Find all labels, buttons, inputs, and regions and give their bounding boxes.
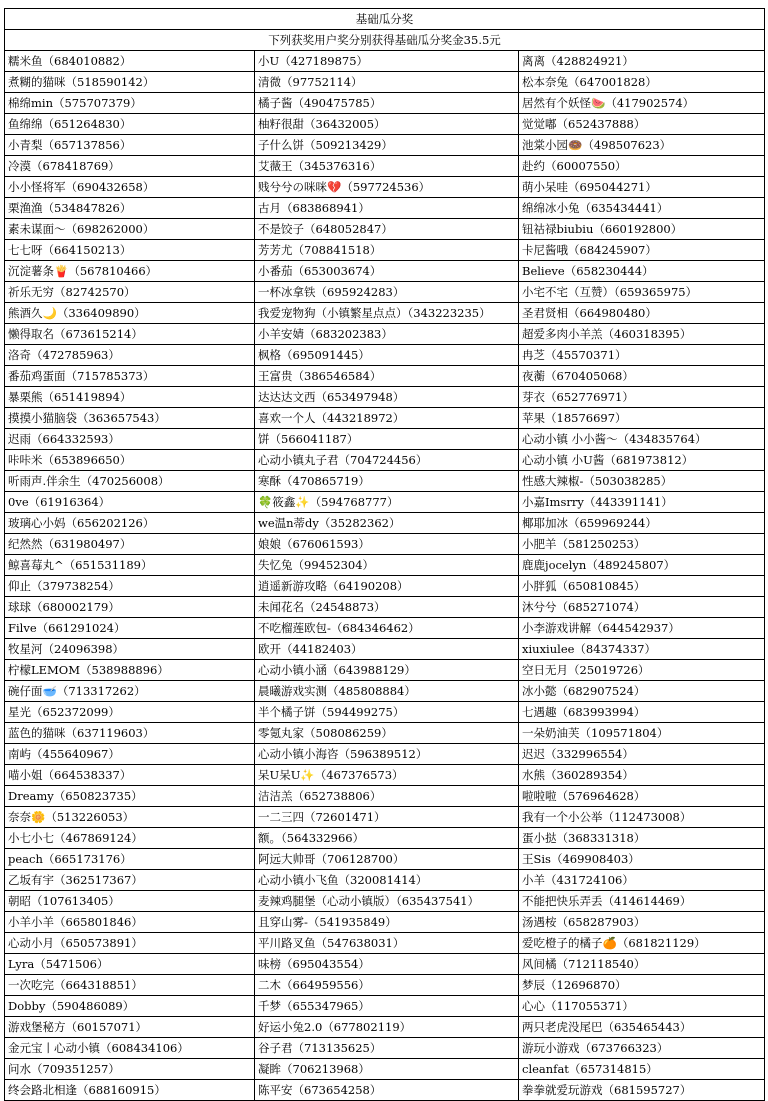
winner-cell: 小胖狐（650810845） [519, 576, 765, 597]
winner-cell: 小小怪将军（690432658） [5, 177, 255, 198]
winner-cell: 🍀筱鑫✨（594768777） [255, 492, 519, 513]
table-row [5, 954, 765, 975]
winner-cell: 芳芳尤（708841518） [255, 240, 519, 261]
winners-table-body [5, 9, 765, 1101]
winner-cell: 小羊安婧（683202383） [255, 324, 519, 345]
table-row [5, 93, 765, 114]
winner-cell: 我爱宠物狗（小镇繁星点点）（343223235） [255, 303, 519, 324]
table-row [5, 324, 765, 345]
winner-cell: 不吃榴莲欧包-（684346462） [255, 618, 519, 639]
winner-cell: 圣君贤相（664980480） [519, 303, 765, 324]
winner-cell: 拳拳就爱玩游戏（681595727） [519, 1080, 765, 1101]
table-row [5, 345, 765, 366]
table-row [5, 513, 765, 534]
winner-cell: 乙坂有宇（362517367） [5, 870, 255, 891]
winner-cell: 喜欢一个人（443218972） [255, 408, 519, 429]
winner-cell: 凝眸（706213968） [255, 1059, 519, 1080]
winner-cell: 终会路北相逢（688160915） [5, 1080, 255, 1101]
winner-cell: 小嘉Imsrry（443391141） [519, 492, 765, 513]
winner-cell: 池棠小园🍩（498507623） [519, 135, 765, 156]
winner-cell: 洛奇（472785963） [5, 345, 255, 366]
winner-cell: 达达达文西（653497948） [255, 387, 519, 408]
winner-cell: 枫格（695091445） [255, 345, 519, 366]
winner-cell: 心动小镇小飞鱼（320081414） [255, 870, 519, 891]
winner-cell: 觉觉嘟（652437888） [519, 114, 765, 135]
winner-cell: 心动小镇丸子君（704724456） [255, 450, 519, 471]
winner-cell: 未闻花名（24548873） [255, 597, 519, 618]
table-row [5, 429, 765, 450]
table-row [5, 219, 765, 240]
table-subtitle: 下列获奖用户奖分别获得基础瓜分奖金35.5元 [5, 30, 765, 51]
winner-cell: 碗仔面🥣（713317262） [5, 681, 255, 702]
winner-cell: 钮祜禄biubiu（660192800） [519, 219, 765, 240]
winner-cell: 平川路叉鱼（547638031） [255, 933, 519, 954]
table-row [5, 597, 765, 618]
winner-cell: 欧开（44182403） [255, 639, 519, 660]
winner-cell: 居然有个妖怪🍉（417902574） [519, 93, 765, 114]
winner-cell: 咔咔米（653896650） [5, 450, 255, 471]
winner-cell: 贱兮兮の咪咪💔（597724536） [255, 177, 519, 198]
winner-cell: 夜蘅（670405068） [519, 366, 765, 387]
winner-cell: 懒得取名（673615214） [5, 324, 255, 345]
winner-cell: 煮糊的猫咪（518590142） [5, 72, 255, 93]
winner-cell: 谷子君（713135625） [255, 1038, 519, 1059]
winner-cell: 性感大辣椒-（503038285） [519, 471, 765, 492]
winner-cell: 鹿鹿jocelyn（489245807） [519, 555, 765, 576]
winner-cell: 心动小镇 小U酱（681973812） [519, 450, 765, 471]
winner-cell: 阿远大帅哥（706128700） [255, 849, 519, 870]
winner-cell: 空日无月（25019726） [519, 660, 765, 681]
table-row [5, 849, 765, 870]
winner-cell: 熊酒久🌙（336409890） [5, 303, 255, 324]
winner-cell: 仰止（379738254） [5, 576, 255, 597]
winner-cell: 芽衣（652776971） [519, 387, 765, 408]
winner-cell: 柠檬LEMOM（538988896） [5, 660, 255, 681]
table-row [5, 492, 765, 513]
table-row [5, 303, 765, 324]
table-row [5, 660, 765, 681]
table-row [5, 891, 765, 912]
winner-cell: 零氪丸家（508086259） [255, 723, 519, 744]
winner-cell: 迟雨（664332593） [5, 429, 255, 450]
winner-cell: 洁洁羔（652738806） [255, 786, 519, 807]
winner-cell: 冉芝（45570371） [519, 345, 765, 366]
table-row [5, 828, 765, 849]
winner-cell: 梦辰（12696870） [519, 975, 765, 996]
table-row [5, 765, 765, 786]
winner-cell: we温n蒂dy（35282362） [255, 513, 519, 534]
winner-cell: 额。（564332966） [255, 828, 519, 849]
winner-cell: Believe（658230444） [519, 261, 765, 282]
winner-cell: 萌小呆哇（695044271） [519, 177, 765, 198]
winner-cell: 心动小月（650573891） [5, 933, 255, 954]
winner-cell: 松本奈兔（647001828） [519, 72, 765, 93]
table-row [5, 114, 765, 135]
table-row [5, 1059, 765, 1080]
winner-cell: 糯米鱼（684010882） [5, 51, 255, 72]
winner-cell: 小七小七（467869124） [5, 828, 255, 849]
table-row [5, 261, 765, 282]
table-row [5, 702, 765, 723]
winner-cell: 一杯冰拿铁（695924283） [255, 282, 519, 303]
table-row [5, 639, 765, 660]
winner-cell: 爱吃橙子的橘子🍊（681821129） [519, 933, 765, 954]
title-row [5, 9, 765, 30]
winner-cell: 心动小镇 小小酱～（434835764） [519, 429, 765, 450]
winner-cell: 小羊（431724106） [519, 870, 765, 891]
table-row [5, 177, 765, 198]
winner-cell: 小番茄（653003674） [255, 261, 519, 282]
table-row [5, 135, 765, 156]
winner-cell: 牧星河（24096398） [5, 639, 255, 660]
winner-cell: 七遇趣（683993994） [519, 702, 765, 723]
winner-cell: 古月（683868941） [255, 198, 519, 219]
winner-cell: 失忆兔（99452304） [255, 555, 519, 576]
winner-cell: 小羊小羊（665801846） [5, 912, 255, 933]
table-row [5, 408, 765, 429]
winner-cell: 朝昭（107613405） [5, 891, 255, 912]
winner-cell: 冷漠（678418769） [5, 156, 255, 177]
winner-cell: 玻璃心小妈（656202126） [5, 513, 255, 534]
table-title: 基础瓜分奖 [5, 9, 765, 30]
table-row [5, 744, 765, 765]
winner-cell: 清微（97752114） [255, 72, 519, 93]
table-row [5, 933, 765, 954]
winner-cell: 啦啦啦（576964628） [519, 786, 765, 807]
table-row [5, 1080, 765, 1101]
winner-cell: 喵小姐（664538337） [5, 765, 255, 786]
winner-cell: 暴栗熊（651419894） [5, 387, 255, 408]
table-row [5, 618, 765, 639]
table-row [5, 72, 765, 93]
winner-cell: 沐兮兮（685271074） [519, 597, 765, 618]
winner-cell: Dreamy（650823735） [5, 786, 255, 807]
winner-cell: 好运小兔2.0（677802119） [255, 1017, 519, 1038]
winner-cell: 且穿山雾-（541935849） [255, 912, 519, 933]
winner-cell: 椰耶加冰（659969244） [519, 513, 765, 534]
table-row [5, 555, 765, 576]
winner-cell: 赴约（60007550） [519, 156, 765, 177]
winner-cell: cleanfat（657314815） [519, 1059, 765, 1080]
winner-cell: 冰小懿（682907524） [519, 681, 765, 702]
winner-cell: 游玩小游戏（673766323） [519, 1038, 765, 1059]
table-row [5, 534, 765, 555]
winner-cell: 0ve（61916364） [5, 492, 255, 513]
winner-cell: 鱼绵绵（651264830） [5, 114, 255, 135]
winner-cell: 半个橘子饼（594499275） [255, 702, 519, 723]
winner-cell: 听雨声.伴余生（470256008） [5, 471, 255, 492]
table-row [5, 912, 765, 933]
winner-cell: xiuxiulee（84374337） [519, 639, 765, 660]
winner-cell: 一二三四（72601471） [255, 807, 519, 828]
subtitle-row [5, 30, 765, 51]
winner-cell: 心动小镇小海咨（596389512） [255, 744, 519, 765]
winner-cell: Dobby（590486089） [5, 996, 255, 1017]
winner-cell: 小李游戏讲解（644542937） [519, 618, 765, 639]
winner-cell: 小青梨（657137856） [5, 135, 255, 156]
winner-cell: 我有一个小公举（112473008） [519, 807, 765, 828]
winner-cell: 离离（428824921） [519, 51, 765, 72]
winner-cell: 娘娘（676061593） [255, 534, 519, 555]
table-row [5, 156, 765, 177]
winner-cell: 二木（664959556） [255, 975, 519, 996]
table-row [5, 450, 765, 471]
winner-cell: 问水（709351257） [5, 1059, 255, 1080]
winner-cell: 王富贵（386546584） [255, 366, 519, 387]
winner-cell: 栗渔渔（534847826） [5, 198, 255, 219]
table-row [5, 198, 765, 219]
table-row [5, 1038, 765, 1059]
winner-cell: 陈平安（673654258） [255, 1080, 519, 1101]
table-row [5, 996, 765, 1017]
winner-cell: 素未谋面～（698262000） [5, 219, 255, 240]
winners-table [4, 8, 765, 1101]
winner-cell: 小肥羊（581250253） [519, 534, 765, 555]
winner-cell: 奈奈🌼（513226053） [5, 807, 255, 828]
winner-cell: 水熊（360289354） [519, 765, 765, 786]
winner-cell: 祈乐无穷（82742570） [5, 282, 255, 303]
winner-cell: 游戏堡秘方（60157071） [5, 1017, 255, 1038]
winner-cell: 一次吃完（664318851） [5, 975, 255, 996]
winner-cell: 苹果（18576697） [519, 408, 765, 429]
table-row [5, 1017, 765, 1038]
winner-cell: 柚籽很甜（36432005） [255, 114, 519, 135]
winner-cell: 摸摸小猫脑袋（363657543） [5, 408, 255, 429]
winner-cell: 星光（652372099） [5, 702, 255, 723]
table-row [5, 786, 765, 807]
winner-cell: 子什么饼（509213429） [255, 135, 519, 156]
winner-cell: 寒酥（470865719） [255, 471, 519, 492]
winner-cell: 晨曦游戏实测（485808884） [255, 681, 519, 702]
winner-cell: 心动小镇小涵（643988129） [255, 660, 519, 681]
winner-cell: 一朵奶油芙（109571804） [519, 723, 765, 744]
winner-cell: 迟迟（332996554） [519, 744, 765, 765]
winner-cell: 纪然然（631980497） [5, 534, 255, 555]
winner-cell: 橘子酱（490475785） [255, 93, 519, 114]
winner-cell: 千梦（655347965） [255, 996, 519, 1017]
winner-cell: 鲸喜莓丸^（651531189） [5, 555, 255, 576]
winner-cell: 味榜（695043554） [255, 954, 519, 975]
winner-cell: 逍遥新游攻略（64190208） [255, 576, 519, 597]
winner-cell: 风间橘（712118540） [519, 954, 765, 975]
table-row [5, 51, 765, 72]
winner-cell: 蛋小挞（368331318） [519, 828, 765, 849]
table-row [5, 723, 765, 744]
winner-cell: 麦辣鸡腿堡（心动小镇版）（635437541） [255, 891, 519, 912]
winner-cell: 汤遇桉（658287903） [519, 912, 765, 933]
table-row [5, 387, 765, 408]
winner-cell: 蓝色的猫咪（637119603） [5, 723, 255, 744]
winner-cell: 沉淀薯条🍟（567810466） [5, 261, 255, 282]
winner-cell: 小宅不宅（互赞）（659365975） [519, 282, 765, 303]
table-row [5, 975, 765, 996]
winner-cell: 两只老虎没尾巴（635465443） [519, 1017, 765, 1038]
winner-cell: 球球（680002179） [5, 597, 255, 618]
winner-cell: 饼（566041187） [255, 429, 519, 450]
winner-cell: 番茄鸡蛋面（715785373） [5, 366, 255, 387]
winner-cell: 超爱多肉小羊羔（460318395） [519, 324, 765, 345]
winner-cell: 不是饺子（648052847） [255, 219, 519, 240]
winner-cell: 南屿（455640967） [5, 744, 255, 765]
table-row [5, 681, 765, 702]
winner-cell: 金元宝丨心动小镇（608434106） [5, 1038, 255, 1059]
table-row [5, 807, 765, 828]
winner-cell: 七七呀（664150213） [5, 240, 255, 261]
winner-cell: 小U（427189875） [255, 51, 519, 72]
winner-cell: 心心（117055371） [519, 996, 765, 1017]
winner-cell: 王Sis（469908403） [519, 849, 765, 870]
table-row [5, 870, 765, 891]
winner-cell: 卡尼酱哦（684245907） [519, 240, 765, 261]
table-row [5, 282, 765, 303]
table-row [5, 576, 765, 597]
winner-cell: Lyra（5471506） [5, 954, 255, 975]
winner-cell: peach（665173176） [5, 849, 255, 870]
winner-cell: 不能把快乐弄丢（414614469） [519, 891, 765, 912]
table-row [5, 240, 765, 261]
winner-cell: Filve（661291024） [5, 618, 255, 639]
table-row [5, 366, 765, 387]
winner-cell: 棉绵min（575707379） [5, 93, 255, 114]
table-row [5, 471, 765, 492]
winner-cell: 绵绵冰小兔（635434441） [519, 198, 765, 219]
winner-cell: 艾薇王（345376316） [255, 156, 519, 177]
winner-cell: 呆U呆U✨（467376573） [255, 765, 519, 786]
